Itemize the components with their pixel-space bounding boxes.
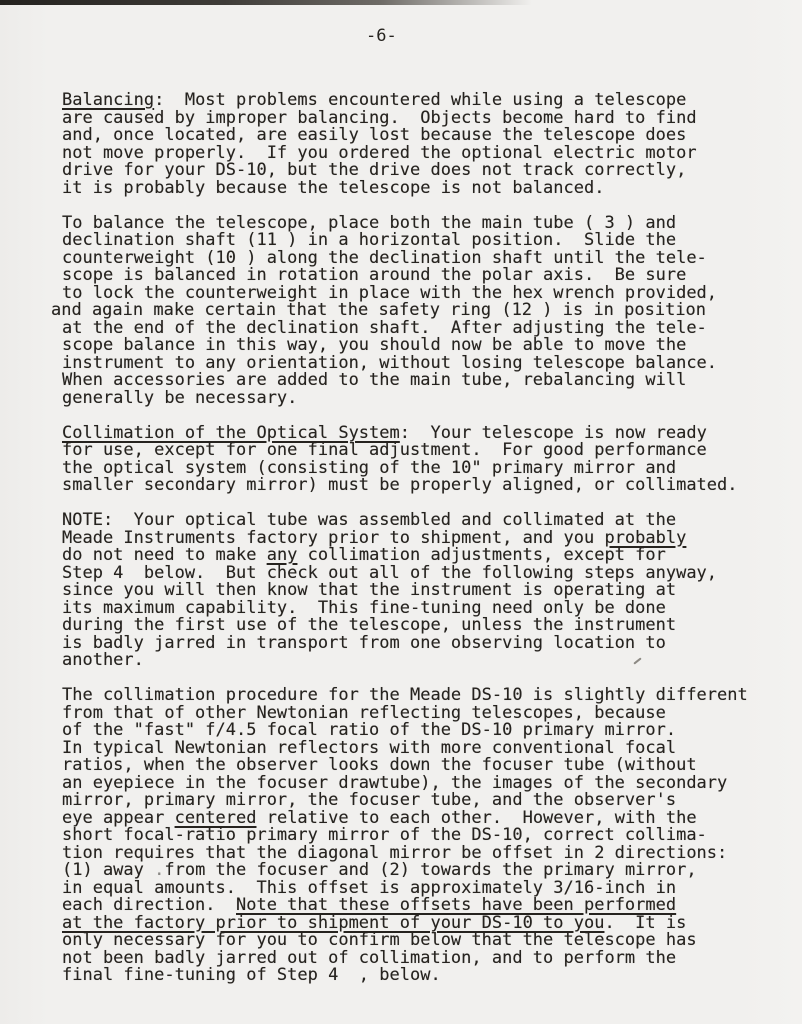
text-segment: In typical Newtonian reflectors with more conventional focal (62, 737, 677, 758)
text-segment: mirror, primary mirror, the focuser tube, and the observer's (62, 790, 677, 810)
text-segment: scope is balanced in rotation around the polar axis. Be sure (62, 265, 687, 285)
text-segment: smaller secondary mirror) must be properly aligned, or collimated. (62, 475, 738, 495)
text-segment: NOTE: Your optical tube was assembled and collimated at the (62, 510, 677, 530)
text-segment: collimation adjustments, except for (297, 545, 666, 565)
text-segment: and, once located, are easily lost because the telescope does (62, 125, 687, 145)
text-segment: in equal amounts. This offset is approximately 3/16-inch in (62, 877, 677, 898)
text-segment: relative to each other. However, with the (256, 807, 697, 828)
text-segment: Meade Instruments factory prior to shipment, and you (62, 527, 605, 548)
text-segment: ratios, when the observer looks down the focuser tube (without (62, 755, 697, 775)
underlined-text-segment: centered (174, 807, 257, 828)
text-line (62, 652, 748, 670)
text-segment: declination shaft (11 ) in a horizontal position. Slide the (62, 230, 677, 250)
text-segment: the optical system (consisting of the 10" primary mirror and (62, 457, 677, 478)
paragraph-4 (62, 512, 748, 670)
text-segment: When accessories are added to the main tube, rebalancing will (62, 370, 687, 390)
text-line (62, 477, 748, 495)
paragraph-3 (62, 422, 748, 495)
text-segment: and again make certain that the safety ring (12 ) is in position (51, 300, 707, 320)
text-segment: at the end of the declination shaft. After adjusting the tele- (62, 317, 707, 338)
text-segment: since you will then know that the instrument is operating at (62, 580, 677, 600)
text-line (62, 632, 748, 653)
text-segment: . It is (604, 912, 687, 933)
text-segment: is badly jarred in transport from one observing location to (62, 632, 666, 653)
text-segment: another. (62, 650, 144, 670)
text-segment: each direction. (62, 895, 236, 915)
text-line (62, 967, 748, 985)
text-segment: its maximum capability. This fine-tuning need only be done (62, 597, 666, 618)
text-segment: scope balance in this way, you should now be able to move the (62, 335, 687, 355)
text-line (62, 387, 748, 408)
text-segment: only necessary for you to confirm below that the telescope has (62, 930, 697, 950)
text-segment: for use, except for one final adjustment. For good performance (62, 440, 707, 460)
text-segment: an eyepiece in the focuser drawtube), the images of the secondary (62, 772, 728, 793)
underlined-text-segment: Note that these offsets have been performed (236, 895, 677, 915)
text-segment: (1) away (62, 860, 155, 880)
text-segment: during the first use of the telescope, unless the instrument (62, 615, 677, 635)
text-segment: from that of other Newtonian reflecting telescopes, because (62, 702, 666, 723)
text-segment: Step 4 below. But check out all of the following steps anyway, (62, 562, 718, 583)
text-segment: : Your telescope is now ready (399, 422, 707, 443)
text-line (62, 177, 748, 198)
underlined-text-segment: any (266, 545, 298, 565)
text-segment: counterweight (10 ) along the declination shaft until the tele- (62, 247, 707, 268)
text-segment: do not need to make (62, 545, 267, 565)
text-segment: of the "fast" f/4.5 focal ratio of the DS-10 primary mirror. (62, 720, 677, 740)
text-segment: To balance the telescope, place both the main tube ( 3 ) and (62, 212, 677, 233)
text-segment: instrument to any orientation, without losing telescope balance. (62, 352, 718, 373)
page-number: -6- (366, 26, 397, 46)
underlined-text-segment: at the factory prior to shipment of your DS-10 to you (62, 912, 605, 933)
text-segment: short focal-ratio primary mirror of the DS-10, correct collima- (62, 825, 707, 845)
text-segment: to lock the counterweight in place with the hex wrench provided, (62, 282, 718, 303)
text-segment: final fine-tuning of Step 4 , below. (62, 965, 441, 985)
text-segment: . (154, 860, 165, 880)
text-segment: drive for your DS-10, but the drive does not track correctly, (62, 160, 687, 180)
paragraph-5 (62, 687, 748, 985)
text-segment: it is probably because the telescope is not balanced. (62, 177, 605, 198)
underlined-text-segment: Collimation of the Optical System (62, 422, 400, 443)
text-segment: are caused by improper balancing. Objects become hard to find (62, 107, 697, 128)
document-body (51, 90, 748, 985)
text-segment: tion requires that the diagonal mirror be offset in 2 directions: (62, 842, 728, 863)
scan-artifact-bar (0, 0, 560, 5)
paragraph-1 (62, 92, 748, 197)
text-segment: The collimation procedure for the Meade DS-10 is slightly different (62, 685, 748, 705)
paragraph-2 (51, 212, 748, 408)
text-segment: : Most problems encountered while using a telescope (154, 90, 687, 110)
text-segment: not move properly. If you ordered the optional electric motor (62, 142, 697, 163)
text-segment: eye appear (62, 807, 175, 828)
text-segment: generally be necessary. (62, 387, 298, 408)
text-segment: not been badly jarred out of collimation, and to perform the (62, 947, 677, 968)
underlined-text-segment: Balancing (62, 90, 155, 110)
underlined-text-segment: probably (604, 527, 687, 548)
text-segment: from the focuser and (2) towards the primary mirror, (164, 860, 697, 880)
